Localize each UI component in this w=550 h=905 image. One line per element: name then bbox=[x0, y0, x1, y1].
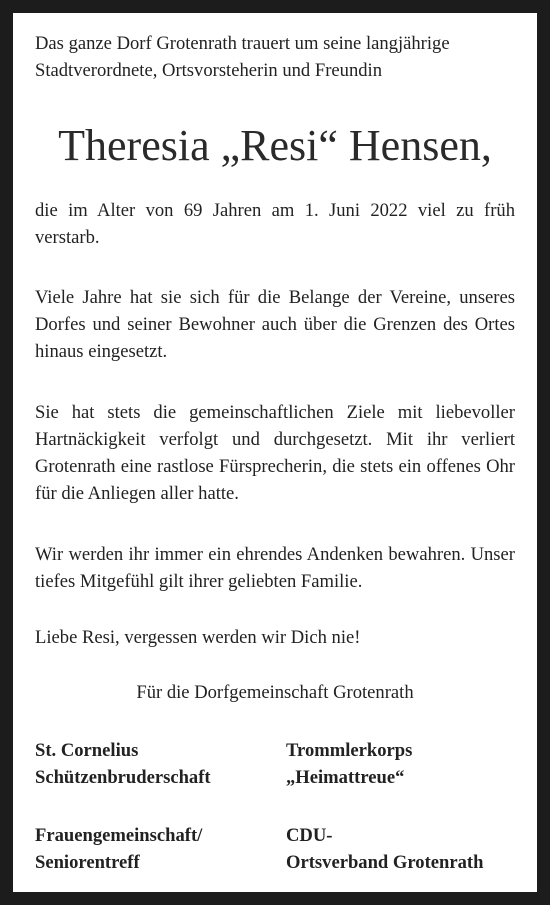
signatory-line: Frauengemeinschaft/ bbox=[35, 825, 203, 846]
paragraph-goals: Sie hat stets die gemeinschaftlichen Ziele mit liebevoller Hartnäckigkeit verfolgt und durchgesetzt. Mit ihr verliert Grotenrath eine rastlose Fürsprecherin, die stets ein offenes Ohr für die Anliegen aller hatte. bbox=[35, 402, 515, 504]
paragraph-death: die im Alter von 69 Jahren am 1. Juni 2022 viel zu früh verstarb. bbox=[35, 200, 515, 248]
signatory-line: Seniorentreff bbox=[35, 852, 140, 873]
closing-line: Für die Dorfgemeinschaft Grotenrath bbox=[136, 682, 414, 703]
signatory-line: St. Cornelius bbox=[35, 740, 139, 761]
signatory-trommlerkorps bbox=[286, 737, 412, 791]
signatory-line: Schützenbruderschaft bbox=[35, 767, 211, 788]
signatory-cdu-ortsverband bbox=[286, 822, 483, 876]
signatory-line: Trommlerkorps bbox=[286, 740, 413, 761]
signatory-schuetzenbruderschaft bbox=[35, 737, 211, 791]
signatory-line: CDU- bbox=[286, 825, 333, 846]
signatory-line: „Heimattreue“ bbox=[286, 767, 405, 788]
signatory-line: Ortsverband Grotenrath bbox=[286, 852, 484, 873]
paragraph-farewell: Liebe Resi, vergessen werden wir Dich nie! bbox=[35, 627, 361, 648]
paragraph-condolence: Wir werden ihr immer ein ehrendes Andenken bewahren. Unser tiefes Mitgefühl gilt ihrer geliebten Familie. bbox=[35, 544, 515, 592]
deceased-name: Theresia „Resi“ Hensen, bbox=[58, 121, 492, 170]
paragraph-engagement: Viele Jahre hat sie sich für die Belange der Vereine, unseres Dorfes und seiner Bewohner auch über die Grenzen des Ortes hinaus eingesetzt. bbox=[35, 287, 515, 362]
intro-text: Das ganze Dorf Grotenrath trauert um seine langjährige Stadtverordnete, Ortsvorsteherin und Freundin bbox=[35, 33, 450, 81]
signatory-frauengemeinschaft bbox=[35, 822, 202, 876]
